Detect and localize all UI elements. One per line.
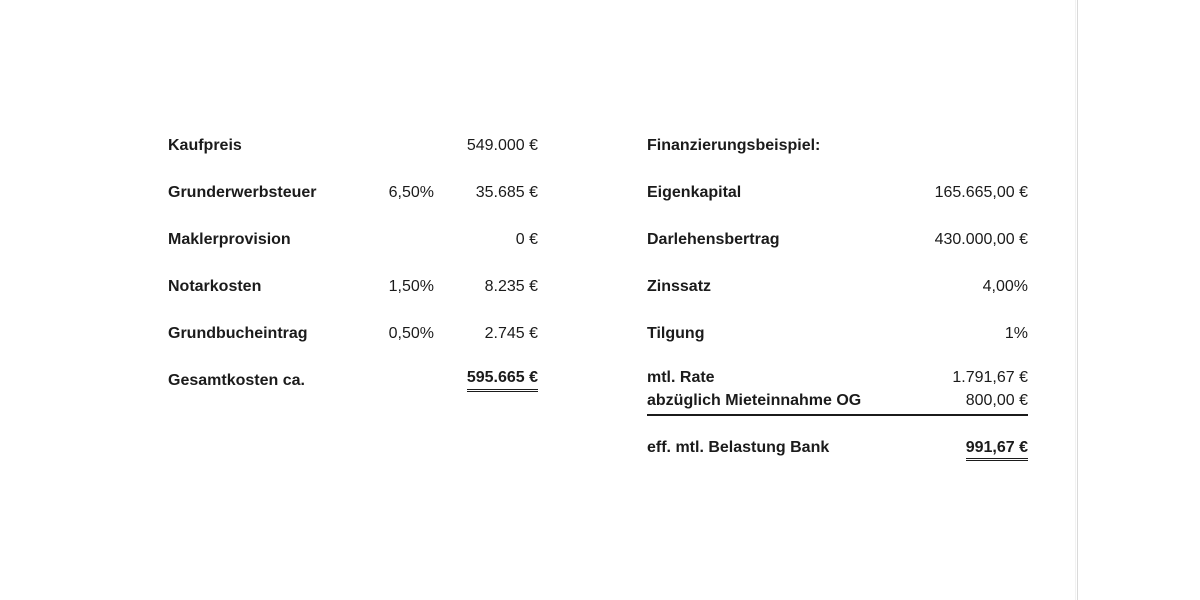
total-row bbox=[647, 436, 1028, 461]
row-amount: 1.791,67 € bbox=[952, 369, 1028, 386]
purchase-costs-table bbox=[168, 122, 538, 404]
row-amount: 549.000 € bbox=[466, 136, 538, 154]
table-row bbox=[168, 122, 538, 169]
total-amount bbox=[434, 369, 538, 391]
row-percent: 1,50% bbox=[388, 277, 434, 295]
page-edge-divider bbox=[1077, 0, 1078, 600]
monthly-rate-deduction-block bbox=[647, 366, 1028, 416]
row-amount: 4,00% bbox=[982, 277, 1028, 295]
row-amount: 165.665,00 € bbox=[934, 183, 1028, 201]
row-amount: 0 € bbox=[515, 230, 538, 248]
row-amount: 430.000,00 € bbox=[934, 230, 1028, 248]
total-amount bbox=[966, 436, 1028, 461]
table-row bbox=[647, 169, 1028, 216]
row-amount: 8.235 € bbox=[484, 277, 538, 295]
row-label: Eigenkapital bbox=[647, 183, 742, 201]
table-row bbox=[647, 216, 1028, 263]
row-label: Kaufpreis bbox=[168, 136, 242, 154]
row-label: Maklerprovision bbox=[168, 230, 291, 248]
row-percent: 6,50% bbox=[388, 183, 434, 201]
table-row bbox=[647, 263, 1028, 310]
table-row bbox=[168, 263, 538, 310]
row-label: Grunderwerbsteuer bbox=[168, 183, 317, 201]
total-label: Gesamtkosten ca. bbox=[168, 371, 305, 389]
table-row bbox=[647, 310, 1028, 357]
table-row bbox=[647, 389, 1028, 412]
section-heading-row bbox=[647, 122, 1028, 169]
financing-example-table bbox=[647, 122, 1028, 461]
total-label: eff. mtl. Belastung Bank bbox=[647, 439, 830, 456]
row-label: Tilgung bbox=[647, 324, 705, 342]
total-amount-value: 595.665 € bbox=[467, 369, 538, 391]
row-amount: 35.685 € bbox=[475, 183, 538, 201]
total-amount-value: 991,67 € bbox=[966, 439, 1028, 461]
table-row bbox=[168, 216, 538, 263]
table-row bbox=[168, 169, 538, 216]
row-amount: 800,00 € bbox=[965, 392, 1028, 409]
row-label: Darlehensbertrag bbox=[647, 230, 780, 248]
row-label: Notarkosten bbox=[168, 277, 262, 295]
row-label: Zinssatz bbox=[647, 277, 712, 295]
row-amount: 1% bbox=[1004, 324, 1028, 342]
row-amount: 2.745 € bbox=[484, 324, 538, 342]
row-label: abzüglich Mieteinnahme OG bbox=[647, 392, 862, 409]
section-heading: Finanzierungsbeispiel: bbox=[647, 136, 821, 154]
total-row bbox=[168, 357, 538, 404]
row-percent: 0,50% bbox=[388, 324, 434, 342]
table-row bbox=[168, 310, 538, 357]
row-label: Grundbucheintrag bbox=[168, 324, 308, 342]
table-row bbox=[647, 366, 1028, 389]
row-label: mtl. Rate bbox=[647, 369, 715, 386]
